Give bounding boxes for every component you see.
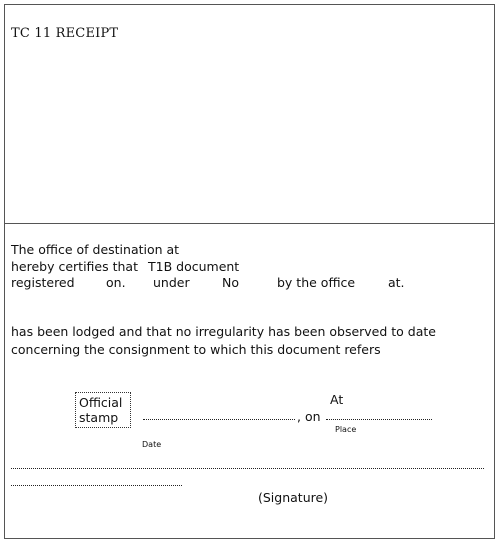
place-caption: Place	[335, 425, 357, 434]
signature-dotted-line-2	[11, 485, 182, 486]
certifies-text: hereby certifies that	[11, 259, 138, 274]
at-place-label: At	[330, 392, 344, 407]
lodged-statement: has been lodged and that no irregularity has been observed to date	[11, 324, 436, 339]
destination-office-line: The office of destination at	[11, 242, 180, 257]
stamp-label-line1: Official	[79, 395, 123, 410]
form-title: TC 11 RECEIPT	[11, 26, 119, 41]
signature-label: (Signature)	[258, 490, 329, 505]
document-type: T1B document	[148, 259, 240, 274]
by-office-label: by the office	[277, 275, 356, 290]
section-divider	[4, 223, 495, 224]
under-label: under	[153, 275, 190, 290]
registered-label: registered	[11, 275, 75, 290]
date-caption: Date	[142, 440, 162, 449]
place-dotted-line	[143, 419, 295, 420]
consignment-statement: concerning the consignment to which this document refers	[11, 342, 381, 357]
stamp-label-line2: stamp	[79, 410, 119, 425]
number-label: No	[222, 275, 239, 290]
at-label-1: at.	[388, 275, 405, 290]
on-date-label: , on	[297, 409, 321, 424]
date-dotted-line	[326, 419, 432, 420]
signature-dotted-line-1	[11, 468, 484, 469]
on-label: on.	[106, 275, 126, 290]
